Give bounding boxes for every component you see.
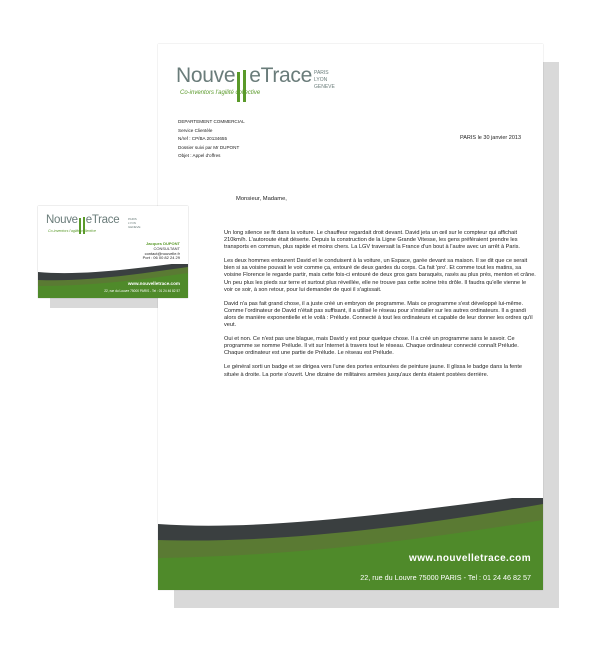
business-card — [38, 206, 188, 298]
meta-department: DEPARTEMENT COMMERCIAL — [178, 119, 245, 124]
paragraph: Le général sorti un badge et se dirigea vers l'une des portes entourées de peinture jaune. Il glissa le badge dans la fente située à droite. La porte s'ouvrit. Une dizaine de militaires armées jusqu'aux dents étaient postées derrière. — [224, 364, 523, 378]
letter-salutation: Monsieur, Madame, — [236, 196, 287, 202]
logo-cities: PARIS LYON GENEVE — [314, 70, 335, 90]
logo-wordmark: Nouve eTrace — [176, 64, 312, 88]
paragraph: Un long silence se fit dans la voiture. Le chauffeur regardait droit devant. David jeta un œil sur le compteur qui affichait 210km/h. L'autoroute était déserte. Depuis la construction de la Ligne Grande Vitesse, les gens préféraient prendre les transports en commun, plus rapide et moins chers. La LGV traversait la France d'un bout à l'autre avec un arrêt à Paris. — [224, 230, 520, 251]
card-logo-wordmark: Nouve eTrace — [46, 214, 119, 226]
card-name: Jacques DUPONT — [145, 241, 180, 246]
letterhead — [158, 44, 543, 590]
meta-follow: Dossier suivi par Mr DUPONT — [178, 144, 240, 150]
paragraph: Les deux hommes entourent David et le conduisent à la voiture, un Espace, garée devant sa maison. Il se dit que ce serait bien si sa voisine pouvait le voir comme ça, entouré de deux gardes du corps. Ca fait 'pro'. Et comme tout les matins, sa voisine Florence le regarde partir, mais cette fois-ci entouré de deux gros gars baraqués, rasés au plus près, menton et crâne. Un peu plus les pieds sur terre et surtout plus réveillée, elle ne trouve pas cette scène très drôle. Il faudra qu'elle vienne le voir ce soir, à son retour, pour lui demander de quoi il s'agissait. — [224, 258, 536, 293]
card-title: CONSULTANT — [153, 245, 180, 251]
footer-address: 22, rue du Louvre 75000 PARIS - Tel : 01 24 46 82 57 — [360, 573, 531, 582]
card-address: 22, rue du Louvre 75000 PARIS - Tel : 01 24 46 82 57 — [104, 289, 180, 293]
meta-object: Objet : Appel d'offres — [178, 153, 221, 158]
logo-tagline: Co-inventors l'agilité collective — [180, 90, 261, 96]
paragraph: David n'a pas fait grand chose, il a juste créé un embryon de programme. Mais ce programme s'est développé lui-même. Comme l'ordinateur de David n'était pas suffisant, il a utilisé le réseau pour s'installer sur les autres ordinateurs. Il a grandi alors de manière exponentielle et le voilà : Prélude. Connecté à tout les ordinateurs et capable de leur donner les ordres qu'il veut. — [224, 300, 533, 329]
letter-body — [224, 230, 536, 386]
letter-date: PARIS le 30 janvier 2013 — [459, 135, 521, 141]
card-person — [143, 242, 180, 261]
card-phone: Port : 06 00 82 24 29 — [142, 255, 180, 261]
card-website: www.nouvelletrace.com — [127, 281, 180, 286]
card-email: contact@nouvelle.fr — [144, 250, 180, 256]
footer-website: www.nouvelletrace.com — [409, 553, 531, 564]
meta-reference: N/ref : CP/BA 20134655 — [178, 136, 228, 141]
letter-meta — [178, 118, 245, 161]
card-tagline: Co-inventors l'agilité collective — [48, 229, 97, 233]
logo-ll-icon — [235, 70, 249, 104]
card-cities: PARIS LYON GENEVE — [128, 217, 141, 230]
meta-service: Service Clientèle — [178, 127, 213, 133]
paragraph: Oui et non. Ce n'est pas une blague, mais David y est pour quelque chose. Il a créé un programme sans le savoir. Ce programme se nomme Prélude. Il vit sur Internet à travers tout le réseau. Chaque ordinateur connecté connaît Prélude. Chaque ordinateur est une partie de Prélude. Le réseau est Prélude. — [224, 336, 519, 357]
